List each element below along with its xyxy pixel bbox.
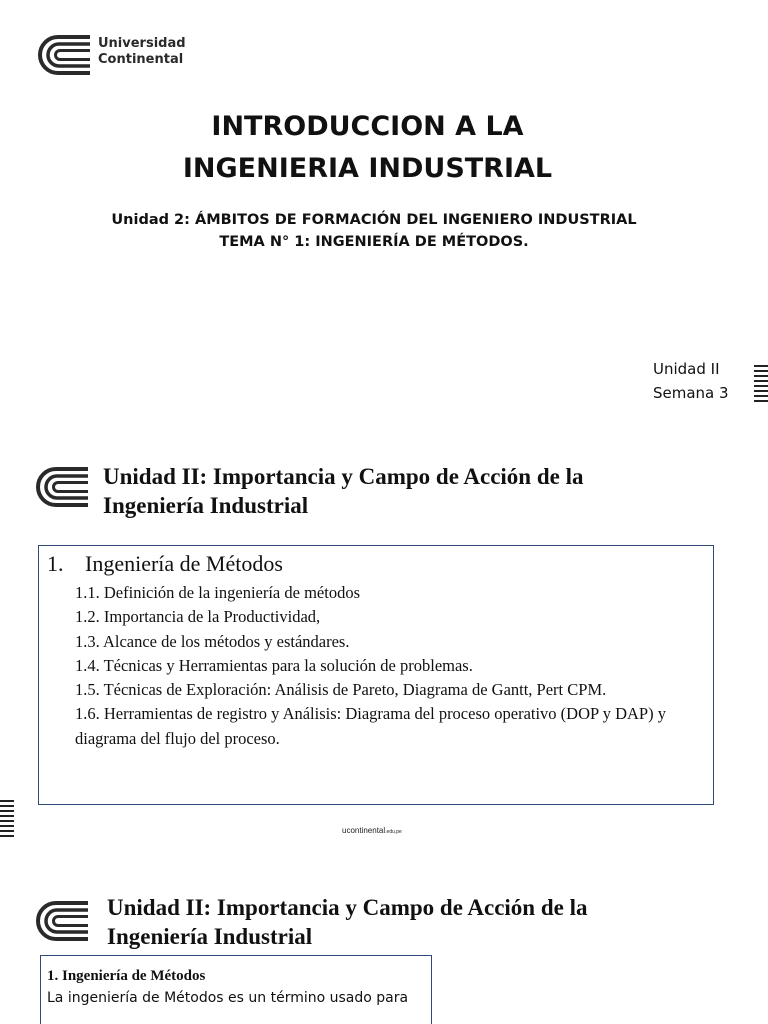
- topic-item: 1.1. Definición de la ingeniería de métodos: [75, 583, 360, 602]
- slide-heading: [107, 893, 587, 951]
- section-title-text: Ingeniería de Métodos: [85, 551, 283, 576]
- edge-stripes-icon: [754, 365, 768, 405]
- topics-box: [38, 545, 714, 805]
- subtitle-line-2: TEMA N° 1: INGENIERÍA DE MÉTODOS.: [219, 234, 529, 250]
- course-title-line-1: INTRODUCCION A LA: [211, 111, 524, 142]
- topic-item: 1.5. Técnicas de Exploración: Análisis de Pareto, Diagrama de Gantt, Pert CPM.: [75, 680, 607, 700]
- footer-suffix: .edu.pe: [385, 829, 402, 835]
- logo-line-2: Continental: [98, 52, 184, 67]
- continental-logo-icon: [34, 900, 90, 942]
- heading-line-1: Unidad II: Importancia y Campo de Acción de la: [103, 464, 584, 489]
- continental-logo-icon: [34, 466, 90, 508]
- edge-stripes-icon: [0, 800, 14, 840]
- heading-line-2: Ingeniería Industrial: [103, 493, 309, 518]
- section-number: 1.: [47, 551, 64, 576]
- section-title: [47, 550, 283, 578]
- week-label: Semana 3: [653, 384, 729, 402]
- topic-item: 1.6. Herramientas de registro y Análisis: Diagrama del proceso operativo (DOP y DAP) y diagrama del flujo del proceso.: [75, 704, 666, 748]
- slide-gap: [0, 851, 768, 866]
- course-title: [0, 106, 735, 190]
- course-subtitle: [0, 209, 748, 253]
- contents-slide: [0, 446, 768, 851]
- subtitle-line-1: Unidad 2: ÁMBITOS DE FORMACIÓN DEL INGENIERO INDUSTRIAL: [111, 212, 637, 228]
- heading-line-2: Ingeniería Industrial: [107, 924, 313, 949]
- topic-item: 1.2. Importancia de la Productividad,: [75, 607, 321, 627]
- definition-text: La ingeniería de Métodos es un término usado para: [47, 990, 409, 1006]
- definition-slide: [0, 866, 768, 1024]
- unit-label: Unidad II: [653, 360, 720, 378]
- logo-wordmark: [98, 36, 218, 68]
- heading-line-1: Unidad II: Importancia y Campo de Acción de la: [107, 895, 588, 920]
- cover-slide: [0, 0, 768, 430]
- footer-domain: ucontinental: [342, 826, 386, 835]
- slide-heading: [103, 462, 583, 520]
- continental-logo-icon: [36, 34, 92, 76]
- course-title-line-2: INGENIERIA INDUSTRIAL: [182, 153, 553, 184]
- footer-url: [342, 826, 402, 835]
- definition-box: [40, 955, 432, 1024]
- unit-week-label: [653, 357, 729, 405]
- topic-list: [75, 581, 705, 751]
- slide-gap: [0, 430, 768, 446]
- slide-logo: [34, 900, 90, 942]
- definition-title: 1. Ingeniería de Métodos: [47, 968, 206, 984]
- university-logo: [36, 34, 186, 76]
- logo-line-1: Universidad: [98, 36, 186, 51]
- topic-item: 1.3. Alcance de los métodos y estándares.: [75, 631, 350, 651]
- slide-logo: [34, 466, 90, 508]
- topic-item: 1.4. Técnicas y Herramientas para la solución de problemas.: [75, 655, 473, 675]
